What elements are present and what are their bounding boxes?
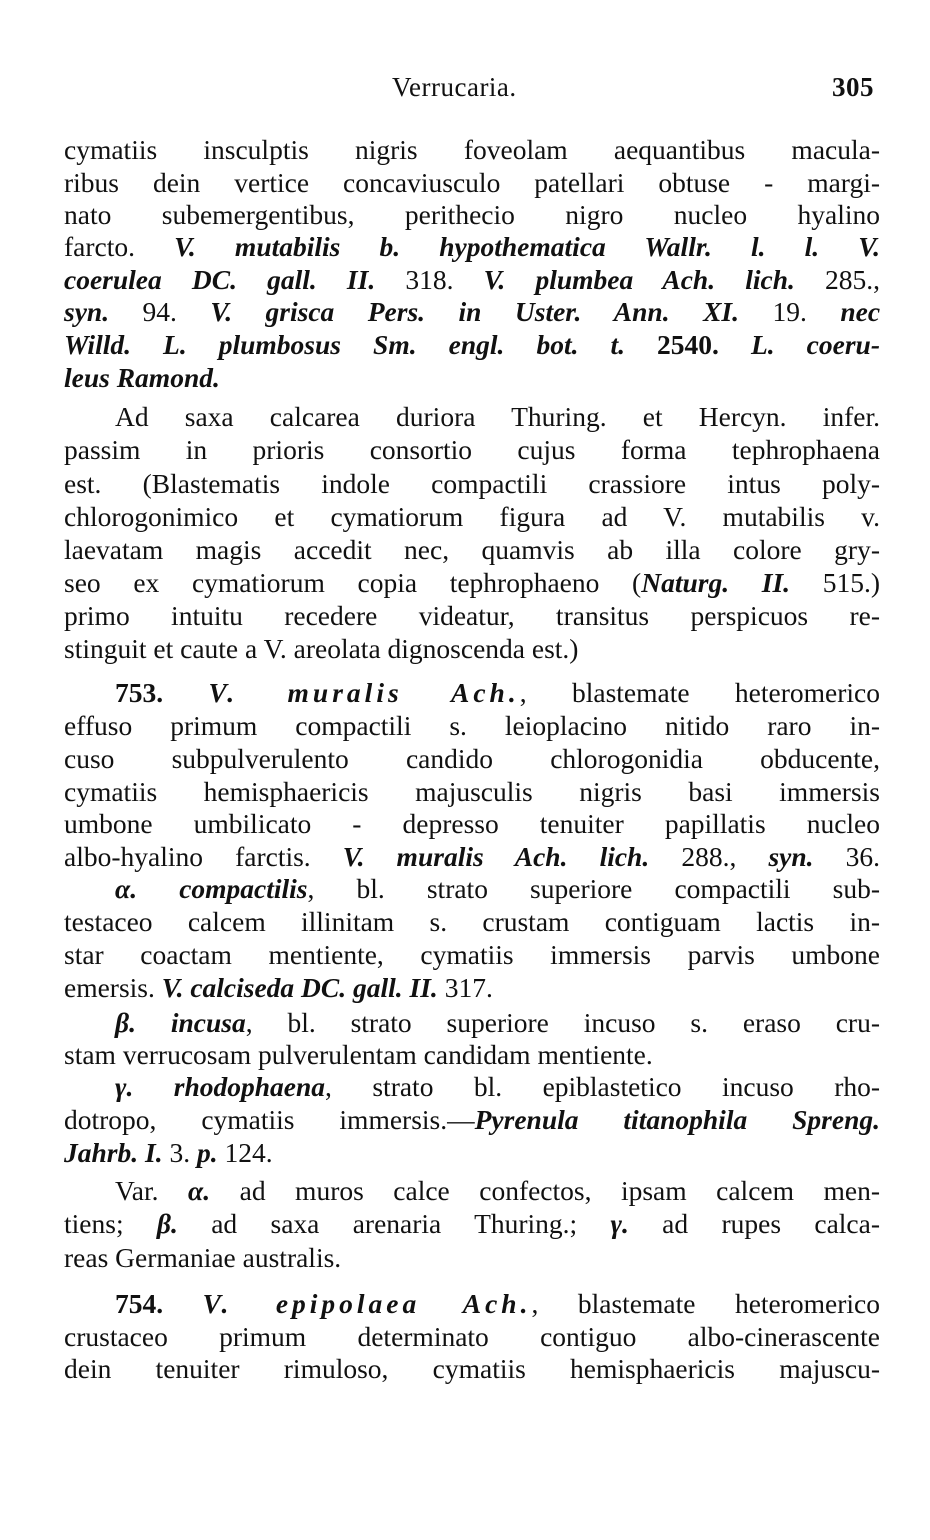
roman-text: cuso subpulverulento candido chlorogonidia obducente, — [64, 743, 880, 774]
text-line — [115, 1174, 880, 1207]
entry-number: 753. — [115, 677, 209, 708]
text-line — [64, 133, 880, 166]
roman-text: effuso primum compactili s. leioplacino nitido raro in- — [64, 710, 880, 741]
italic-text: syn. — [64, 296, 110, 327]
roman-text: emersis. — [64, 972, 162, 1003]
roman-text: 288., — [649, 841, 769, 872]
text-line — [64, 230, 880, 263]
entry-number: 754. — [115, 1288, 203, 1319]
text-line — [64, 500, 880, 533]
roman-text: primo intuitu recedere videatur, transitus perspicuos re- — [64, 600, 880, 631]
text-line — [64, 433, 880, 466]
roman-text: chlorogonimico et cymatiorum figura ad V. mutabilis v. — [64, 501, 880, 532]
text-line — [64, 198, 880, 231]
text-line — [64, 263, 880, 296]
page-number: 305 — [832, 72, 874, 102]
italic-text: γ. rhodophaena — [115, 1071, 326, 1102]
text-line — [64, 905, 880, 938]
text-line — [64, 840, 880, 873]
italic-text: V. muralis Ach. — [208, 677, 520, 708]
text-line — [64, 1352, 880, 1385]
roman-text: ribus dein vertice concaviusculo patellari obtuse - margi- — [64, 167, 880, 198]
italic-text: Jahrb. I. — [64, 1137, 163, 1168]
entry-number: 2540. — [625, 329, 751, 360]
italic-text: α. — [188, 1175, 211, 1206]
italic-text: V. muralis Ach. lich. — [342, 841, 650, 872]
text-line — [64, 1241, 880, 1274]
roman-text: 124. — [217, 1137, 273, 1168]
italic-text: V. grisca Pers. in Uster. Ann. XI. — [210, 296, 739, 327]
text-line — [64, 566, 880, 599]
roman-text: , blastemate heteromerico — [531, 1288, 881, 1319]
italic-text: V. mutabilis b. hypothematica Wallr. l. l. V. — [174, 231, 880, 262]
text-line — [64, 166, 880, 199]
text-line — [64, 775, 880, 808]
roman-text: est. (Blastematis indole compactili crassiore intus poly- — [64, 468, 880, 499]
text-line — [64, 295, 880, 328]
roman-text: umbone umbilicato - depresso tenuiter papillatis nucleo — [64, 808, 880, 839]
roman-text: 515.) — [790, 567, 880, 598]
text-line — [115, 400, 880, 433]
italic-text: leus Ramond. — [64, 362, 220, 393]
roman-text: Var. — [115, 1175, 189, 1206]
roman-text: laevatam magis accedit nec, quamvis ab illa colore gry- — [64, 534, 880, 565]
roman-text: ad saxa arenaria Thuring.; — [177, 1208, 611, 1239]
italic-text: L. coeru- — [750, 329, 880, 360]
text-line — [64, 1207, 880, 1240]
roman-text: nato subemergentibus, perithecio nigro nucleo hyalino — [64, 199, 880, 230]
text-line — [64, 533, 880, 566]
roman-text: ad muros calce confectos, ipsam calcem men- — [210, 1175, 880, 1206]
text-line — [64, 709, 880, 742]
roman-text: ad rupes calca- — [628, 1208, 880, 1239]
text-line — [64, 971, 880, 1004]
italic-text: α. compactilis — [115, 873, 308, 904]
roman-text: testaceo calcem illinitam s. crustam contiguam lactis in- — [64, 906, 880, 937]
running-title: Verrucaria. — [392, 72, 517, 102]
italic-text: Naturg. II. — [641, 567, 791, 598]
roman-text: dein tenuiter rimuloso, cymatiis hemisphaericis majuscu- — [64, 1353, 880, 1384]
roman-text: 94. — [109, 296, 211, 327]
roman-text: cymatiis insculptis nigris foveolam aequantibus macula- — [64, 134, 880, 165]
text-line — [115, 872, 880, 905]
roman-text: 285., — [794, 264, 881, 295]
roman-text: stinguit et caute a V. areolata dignoscenda est.) — [64, 633, 579, 664]
italic-text: Willd. L. plumbosus Sm. engl. bot. t. — [64, 329, 626, 360]
roman-text: stam verrucosam pulverulentam candidam mentiente. — [64, 1039, 653, 1070]
roman-text: albo-hyalino farctis. — [64, 841, 343, 872]
text-line — [64, 938, 880, 971]
roman-text: star coactam mentiente, cymatiis immersis parvis umbone — [64, 939, 880, 970]
roman-text: 36. — [813, 841, 880, 872]
italic-text: V. calciseda DC. gall. II. — [161, 972, 438, 1003]
roman-text: 318. — [375, 264, 484, 295]
roman-text: , bl. strato superiore compactili sub- — [307, 873, 880, 904]
roman-text: Ad saxa calcarea duriora Thuring. et Hercyn. infer. — [115, 401, 880, 432]
text-line — [64, 1038, 880, 1071]
italic-text: Pyrenula titanophila Spreng. — [474, 1104, 880, 1135]
italic-text: V. plumbea Ach. lich. — [483, 264, 795, 295]
roman-text: , strato bl. epiblastetico incuso rho- — [325, 1071, 881, 1102]
text-line — [115, 1287, 880, 1320]
roman-text: passim in prioris consortio cujus forma tephrophaena — [64, 434, 880, 465]
roman-text: , bl. strato superiore incuso s. eraso cru- — [245, 1007, 880, 1038]
text-line — [64, 361, 880, 394]
text-line — [64, 1103, 880, 1136]
italic-text: nec — [840, 296, 881, 327]
roman-text: tiens; — [64, 1208, 157, 1239]
text-line — [64, 467, 880, 500]
italic-text: γ. — [610, 1208, 629, 1239]
roman-text: reas Germaniae australis. — [64, 1242, 342, 1273]
text-line — [64, 599, 880, 632]
italic-text: V. epipolaea Ach. — [202, 1288, 532, 1319]
roman-text: dotropo, cymatiis immersis.— — [64, 1104, 475, 1135]
text-line — [64, 328, 880, 361]
text-line — [115, 676, 880, 709]
text-line — [115, 1070, 880, 1103]
roman-text: cymatiis hemisphaericis majusculis nigris basi immersis — [64, 776, 880, 807]
italic-text: β. — [156, 1208, 178, 1239]
italic-text: syn. — [768, 841, 814, 872]
text-line — [64, 807, 880, 840]
roman-text: , blastemate heteromerico — [519, 677, 880, 708]
italic-text: p. — [196, 1137, 218, 1168]
text-line — [115, 1006, 880, 1039]
roman-text: 3. — [162, 1137, 197, 1168]
text-line — [64, 632, 880, 665]
roman-text: crustaceo primum determinato contiguo albo-cinerascente — [64, 1321, 880, 1352]
italic-text: coerulea DC. gall. II. — [64, 264, 376, 295]
italic-text: β. incusa — [115, 1007, 246, 1038]
text-line — [64, 742, 880, 775]
roman-text: 317. — [437, 972, 493, 1003]
roman-text: farcto. — [64, 231, 175, 262]
roman-text: seo ex cymatiorum copia tephrophaeno ( — [64, 567, 642, 598]
text-line — [64, 1320, 880, 1353]
text-line — [64, 1136, 880, 1169]
roman-text: 19. — [739, 296, 841, 327]
